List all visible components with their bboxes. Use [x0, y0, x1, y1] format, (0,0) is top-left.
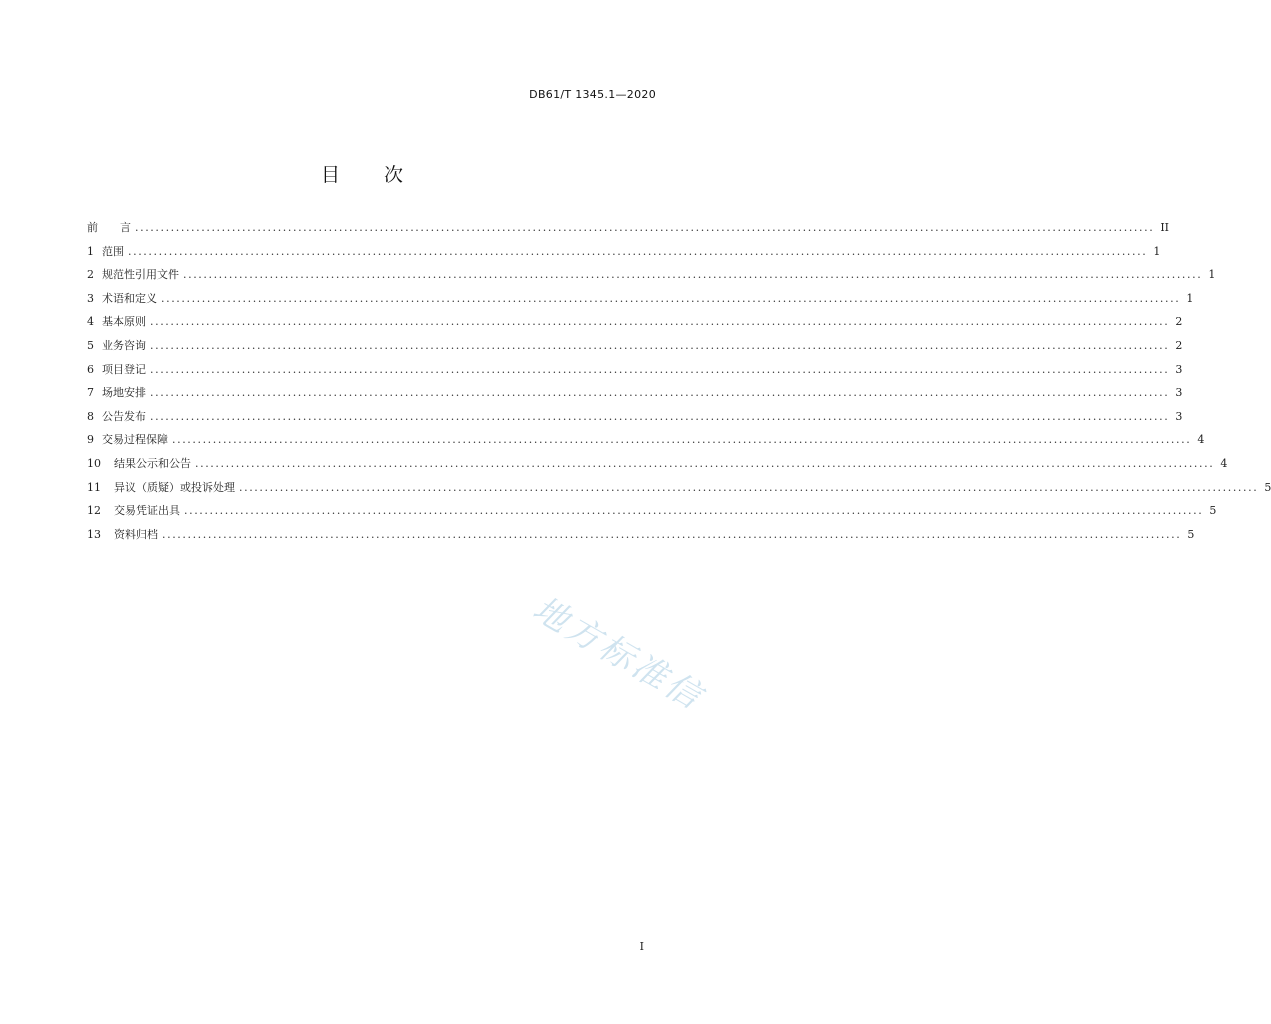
toc-entry-4[interactable]: [87, 313, 1183, 337]
toc-entry-8[interactable]: [87, 408, 1183, 432]
toc-leader-dots: ........................................................................................................................................................................................................: [195, 456, 1215, 470]
toc-entry-title: 前 言: [87, 221, 131, 234]
toc-entry-title: 结果公示和公告: [114, 456, 191, 470]
toc-entry-page: II: [1160, 221, 1170, 234]
toc-entry-title: 异议（质疑）或投诉处理: [114, 480, 235, 494]
toc-leader-dots: ........................................................................................................................................................................................................: [184, 504, 1204, 518]
toc-entry-10[interactable]: [87, 455, 1228, 479]
toc-entry-page: 2: [1175, 315, 1183, 329]
toc-entry-number: 1: [87, 244, 94, 258]
toc-entry-page: 1: [1208, 268, 1216, 282]
toc-leader-dots: ........................................................................................................................................................................................................: [150, 338, 1170, 352]
toc-leader-dots: ........................................................................................................................................................................................................: [162, 527, 1182, 541]
toc-entry-page: 2: [1175, 338, 1183, 352]
toc-entry-page: 1: [1153, 244, 1161, 258]
toc-entry-page: 5: [1209, 504, 1217, 518]
toc-entry-7[interactable]: [87, 384, 1183, 408]
toc-entry-page: 3: [1175, 362, 1183, 376]
toc-entry-13[interactable]: [87, 526, 1195, 550]
toc-entry-number: 9: [87, 433, 94, 447]
toc-entry-number: 7: [87, 386, 94, 400]
toc-leader-dots: ........................................................................................................................................................................................................: [161, 291, 1181, 305]
toc-entry-1[interactable]: [87, 243, 1161, 267]
toc-entry-page: 4: [1197, 433, 1205, 447]
toc-entry-number: 6: [87, 362, 94, 376]
toc-entry-3[interactable]: [87, 290, 1194, 314]
toc-entry-title: 项目登记: [102, 362, 146, 376]
page-title: [0, 160, 724, 187]
toc-leader-dots: ........................................................................................................................................................................................................: [135, 221, 1155, 234]
toc-entry-number: 4: [87, 315, 94, 329]
toc-entry-page: 3: [1175, 409, 1183, 423]
toc-entry-page: 1: [1186, 291, 1194, 305]
title-char-1: 目: [320, 164, 340, 186]
toc-entry-number: 5: [87, 338, 94, 352]
toc-entry-number: 3: [87, 291, 94, 305]
toc-entry-title: 场地安排: [102, 386, 146, 400]
toc-entry-title: 术语和定义: [102, 291, 157, 305]
toc-entry-title: 交易过程保障: [102, 433, 168, 447]
toc-entry-title: 公告发布: [102, 409, 146, 423]
toc-entry-9[interactable]: [87, 431, 1205, 455]
toc-entry-11[interactable]: [87, 479, 1271, 503]
toc-entry-page: 4: [1220, 456, 1228, 470]
toc-entry-title: 交易凭证出具: [114, 504, 180, 518]
toc-entry-number: 12: [87, 504, 101, 518]
document-number: DB61/T 1345.1—2020: [529, 88, 656, 101]
toc-entry-12[interactable]: [87, 502, 1217, 526]
title-char-2: 次: [384, 164, 404, 186]
watermark: 地方标准信: [526, 588, 711, 719]
toc-entry-page: 3: [1175, 386, 1183, 400]
footer-page-number: I: [639, 940, 644, 953]
toc-leader-dots: ........................................................................................................................................................................................................: [150, 386, 1170, 400]
toc-entry-preface[interactable]: [87, 219, 1170, 243]
toc-leader-dots: ........................................................................................................................................................................................................: [239, 480, 1259, 494]
toc-entry-6[interactable]: [87, 361, 1183, 385]
toc-entry-title: 规范性引用文件: [102, 268, 179, 282]
toc-entry-page: 5: [1187, 527, 1195, 541]
table-of-contents: [87, 219, 1271, 549]
toc-entry-2[interactable]: [87, 266, 1216, 290]
toc-entry-number: 2: [87, 268, 94, 282]
toc-entry-number: 8: [87, 409, 94, 423]
toc-entry-title: 业务咨询: [102, 338, 146, 352]
toc-entry-title: 基本原则: [102, 315, 146, 329]
toc-entry-5[interactable]: [87, 337, 1183, 361]
toc-entry-page: 5: [1264, 480, 1271, 494]
toc-leader-dots: ........................................................................................................................................................................................................: [150, 362, 1170, 376]
toc-entry-title: 资料归档: [114, 527, 158, 541]
toc-entry-number: 10: [87, 456, 101, 470]
toc-leader-dots: ........................................................................................................................................................................................................: [183, 268, 1203, 282]
toc-leader-dots: ........................................................................................................................................................................................................: [150, 409, 1170, 423]
toc-entry-number: 11: [87, 480, 101, 494]
toc-leader-dots: ........................................................................................................................................................................................................: [172, 433, 1192, 447]
toc-entry-title: 范围: [102, 244, 124, 258]
toc-entry-number: 13: [87, 527, 101, 541]
toc-leader-dots: ........................................................................................................................................................................................................: [128, 244, 1148, 258]
toc-leader-dots: ........................................................................................................................................................................................................: [150, 315, 1170, 329]
